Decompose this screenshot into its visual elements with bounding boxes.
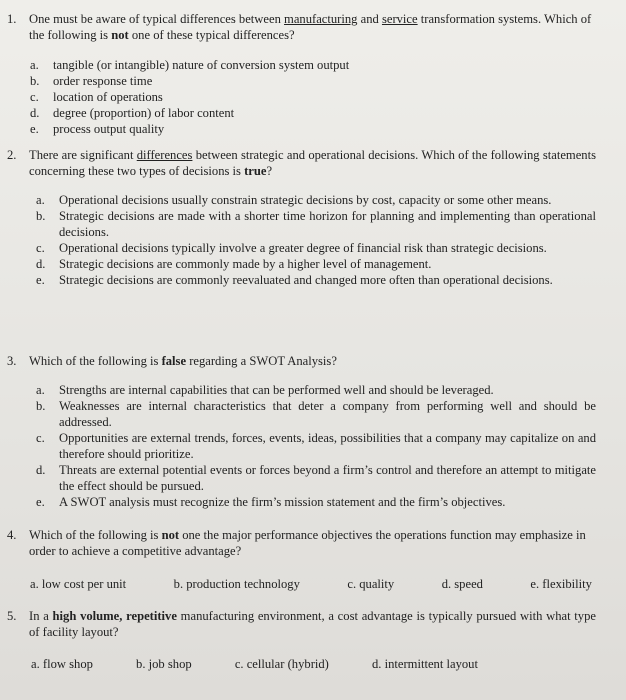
question-5-stem: 5. In a high volume, repetitive manufacturing environment, a cost advantage is typically pursued with what type of facility layout? xyxy=(7,609,596,639)
option-a: a. Operational decisions usually constrain strategic decisions by cost, capacity or some other means. xyxy=(36,193,552,207)
question-1 xyxy=(7,11,596,137)
option-b: b. Weaknesses are internal characteristics that deter a company from performing well and should be addressed. xyxy=(36,399,596,429)
option-c: c. Opportunities are external trends, forces, events, ideas, possibilities that a company may capitalize on and therefore should prioritize. xyxy=(36,431,596,461)
question-3-stem: 3. Which of the following is false regarding a SWOT Analysis? xyxy=(7,354,337,368)
option-a: a. tangible (or intangible) nature of conversion system output xyxy=(30,58,350,72)
question-5-options xyxy=(31,656,478,672)
option-d: d. intermittent layout xyxy=(372,657,478,671)
option-c: c. cellular (hybrid) xyxy=(234,657,329,671)
question-number: 4. xyxy=(7,528,17,542)
bold-term: not xyxy=(111,28,129,42)
question-number: 1. xyxy=(7,12,17,26)
option-a: a. low cost per unit xyxy=(30,577,127,591)
option-c: c. location of operations xyxy=(30,90,163,104)
option-b: b. Strategic decisions are made with a shorter time horizon for planning and implementing than operational decisions. xyxy=(36,209,596,239)
option-e: e. Strategic decisions are commonly reevaluated and changed more often than operational decisions. xyxy=(36,273,553,287)
question-2 xyxy=(7,147,596,288)
question-3 xyxy=(7,353,596,510)
option-d: d. Threats are external potential events or forces beyond a firm’s control and therefore an attempt to mitigate the effect should be pursued. xyxy=(36,463,596,493)
question-number: 2. xyxy=(7,148,17,162)
question-5 xyxy=(7,608,596,640)
option-e: e. process output quality xyxy=(30,122,165,136)
bold-term: false xyxy=(161,354,187,368)
option-e: e. flexibility xyxy=(530,577,592,591)
bold-term: not xyxy=(161,528,180,542)
underlined-term: manufacturing xyxy=(284,12,358,26)
bold-term: high volume, repetitive xyxy=(52,609,177,623)
option-e: e. A SWOT analysis must recognize the firm’s mission statement and the firm’s objectives. xyxy=(36,495,506,509)
question-4 xyxy=(7,527,596,559)
question-2-options xyxy=(36,192,596,288)
option-c: c. quality xyxy=(347,577,395,591)
option-a: a. Strengths are internal capabilities that can be performed well and should be leveraged. xyxy=(36,383,494,397)
underlined-term: differences xyxy=(136,148,193,162)
option-b: b. production technology xyxy=(173,577,300,591)
question-4-stem: 4. Which of the following is not one the major performance objectives the operations function may emphasize in order to achieve a competitive advantage? xyxy=(7,528,586,558)
option-d: d. Strategic decisions are commonly made by a higher level of management. xyxy=(36,257,432,271)
option-c: c. Operational decisions typically involve a greater degree of financial risk than strategic decisions. xyxy=(36,241,547,255)
question-number: 3. xyxy=(7,354,17,368)
option-d: d. speed xyxy=(441,577,483,591)
question-2-stem: 2. There are significant differences between strategic and operational decisions. Which of the following statements concerning these two types of decisions is true? xyxy=(7,148,596,178)
question-1-options xyxy=(30,57,596,137)
question-1-stem: 1. One must be aware of typical differences between manufacturing and service transformation systems. Which of the following is not one of these typical differences? xyxy=(7,12,592,42)
question-4-options xyxy=(30,576,592,592)
question-number: 5. xyxy=(7,609,17,623)
bold-term: true xyxy=(244,164,267,178)
option-a: a. flow shop xyxy=(31,657,93,671)
option-b: b. job shop xyxy=(136,657,192,671)
option-d: d. degree (proportion) of labor content xyxy=(30,106,235,120)
underlined-term: service xyxy=(381,12,418,26)
option-b: b. order response time xyxy=(30,74,153,88)
question-3-options xyxy=(36,382,596,510)
